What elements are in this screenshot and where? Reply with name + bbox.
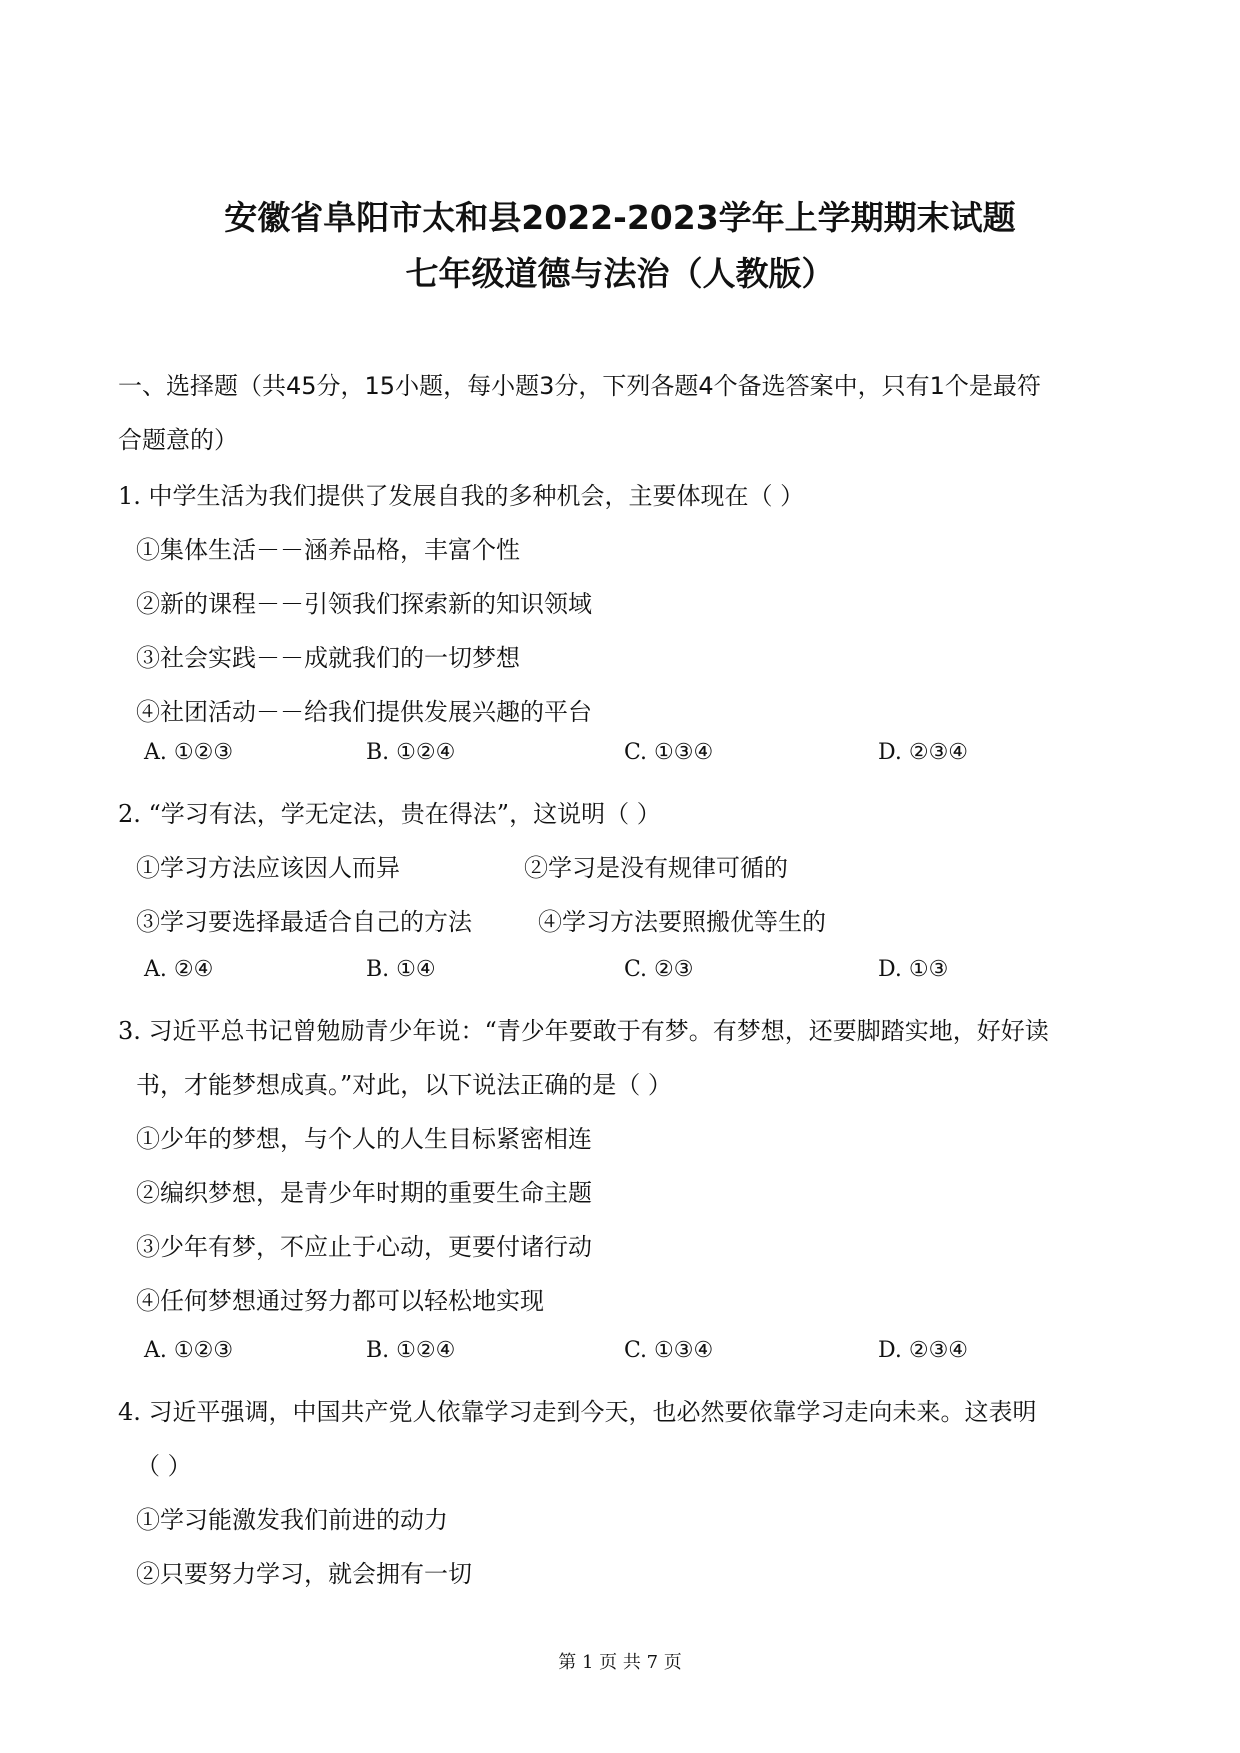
question-3-option: ④任何梦想通过努力都可以轻松地实现 — [136, 1287, 544, 1315]
page-number: 第 1 页 共 7 页 — [558, 1652, 682, 1673]
question-3-option: ②编织梦想，是青少年时期的重要生命主题 — [136, 1179, 592, 1207]
choice-b: B. ①②④ — [366, 1338, 456, 1363]
question-2-option: ②学习是没有规律可循的 — [524, 854, 788, 882]
choice-c: C. ②③ — [624, 957, 694, 982]
question-1-stem: 1. 中学生活为我们提供了发展自我的多种机会，主要体现在（ ） — [118, 482, 805, 510]
question-1-option: ③社会实践－－成就我们的一切梦想 — [136, 644, 520, 672]
question-2-option: ③学习要选择最适合自己的方法 — [136, 908, 472, 936]
question-2-option: ④学习方法要照搬优等生的 — [538, 908, 826, 936]
question-2-stem: 2. “学习有法，学无定法，贵在得法”，这说明（ ） — [118, 800, 661, 828]
exam-subtitle: 七年级道德与法治（人教版） — [405, 254, 835, 293]
exam-title: 安徽省阜阳市太和县2022-2023学年上学期期末试题 — [224, 198, 1016, 237]
choice-c: C. ①③④ — [624, 740, 714, 765]
choice-a: A. ②④ — [144, 957, 214, 982]
choice-c: C. ①③④ — [624, 1338, 714, 1363]
question-2-choices — [144, 957, 1044, 987]
choice-b: B. ①④ — [366, 957, 436, 982]
question-1-choices — [144, 740, 1044, 770]
question-3-stem-line1: 3. 习近平总书记曾勉励青少年说：“青少年要敢于有梦。有梦想，还要脚踏实地，好好读 — [118, 1017, 1049, 1045]
question-4-stem-line2: （ ） — [136, 1452, 192, 1480]
question-3-option: ①少年的梦想，与个人的人生目标紧密相连 — [136, 1125, 592, 1153]
question-4-option: ②只要努力学习，就会拥有一切 — [136, 1560, 472, 1588]
choice-a: A. ①②③ — [144, 740, 234, 765]
question-3-option: ③少年有梦，不应止于心动，更要付诸行动 — [136, 1233, 592, 1261]
question-1-option: ①集体生活－－涵养品格，丰富个性 — [136, 536, 520, 564]
choice-d: D. ②③④ — [878, 740, 969, 765]
question-3-stem-line2: 书，才能梦想成真。”对此，以下说法正确的是（ ） — [136, 1071, 672, 1099]
section-heading-line1: 一、选择题（共45分，15小题，每小题3分，下列各题4个备选答案中，只有1个是最符 — [118, 372, 1041, 400]
question-2-option: ①学习方法应该因人而异 — [136, 854, 400, 882]
question-4-stem-line1: 4. 习近平强调，中国共产党人依靠学习走到今天，也必然要依靠学习走向未来。这表明 — [118, 1398, 1037, 1426]
question-4-option: ①学习能激发我们前进的动力 — [136, 1506, 448, 1534]
choice-d: D. ②③④ — [878, 1338, 969, 1363]
choice-d: D. ①③ — [878, 957, 949, 982]
choice-a: A. ①②③ — [144, 1338, 234, 1363]
question-3-choices — [144, 1338, 1044, 1368]
question-1-option: ④社团活动－－给我们提供发展兴趣的平台 — [136, 698, 592, 726]
section-heading-line2: 合题意的） — [118, 426, 238, 454]
question-1-option: ②新的课程－－引领我们探索新的知识领域 — [136, 590, 592, 618]
choice-b: B. ①②④ — [366, 740, 456, 765]
